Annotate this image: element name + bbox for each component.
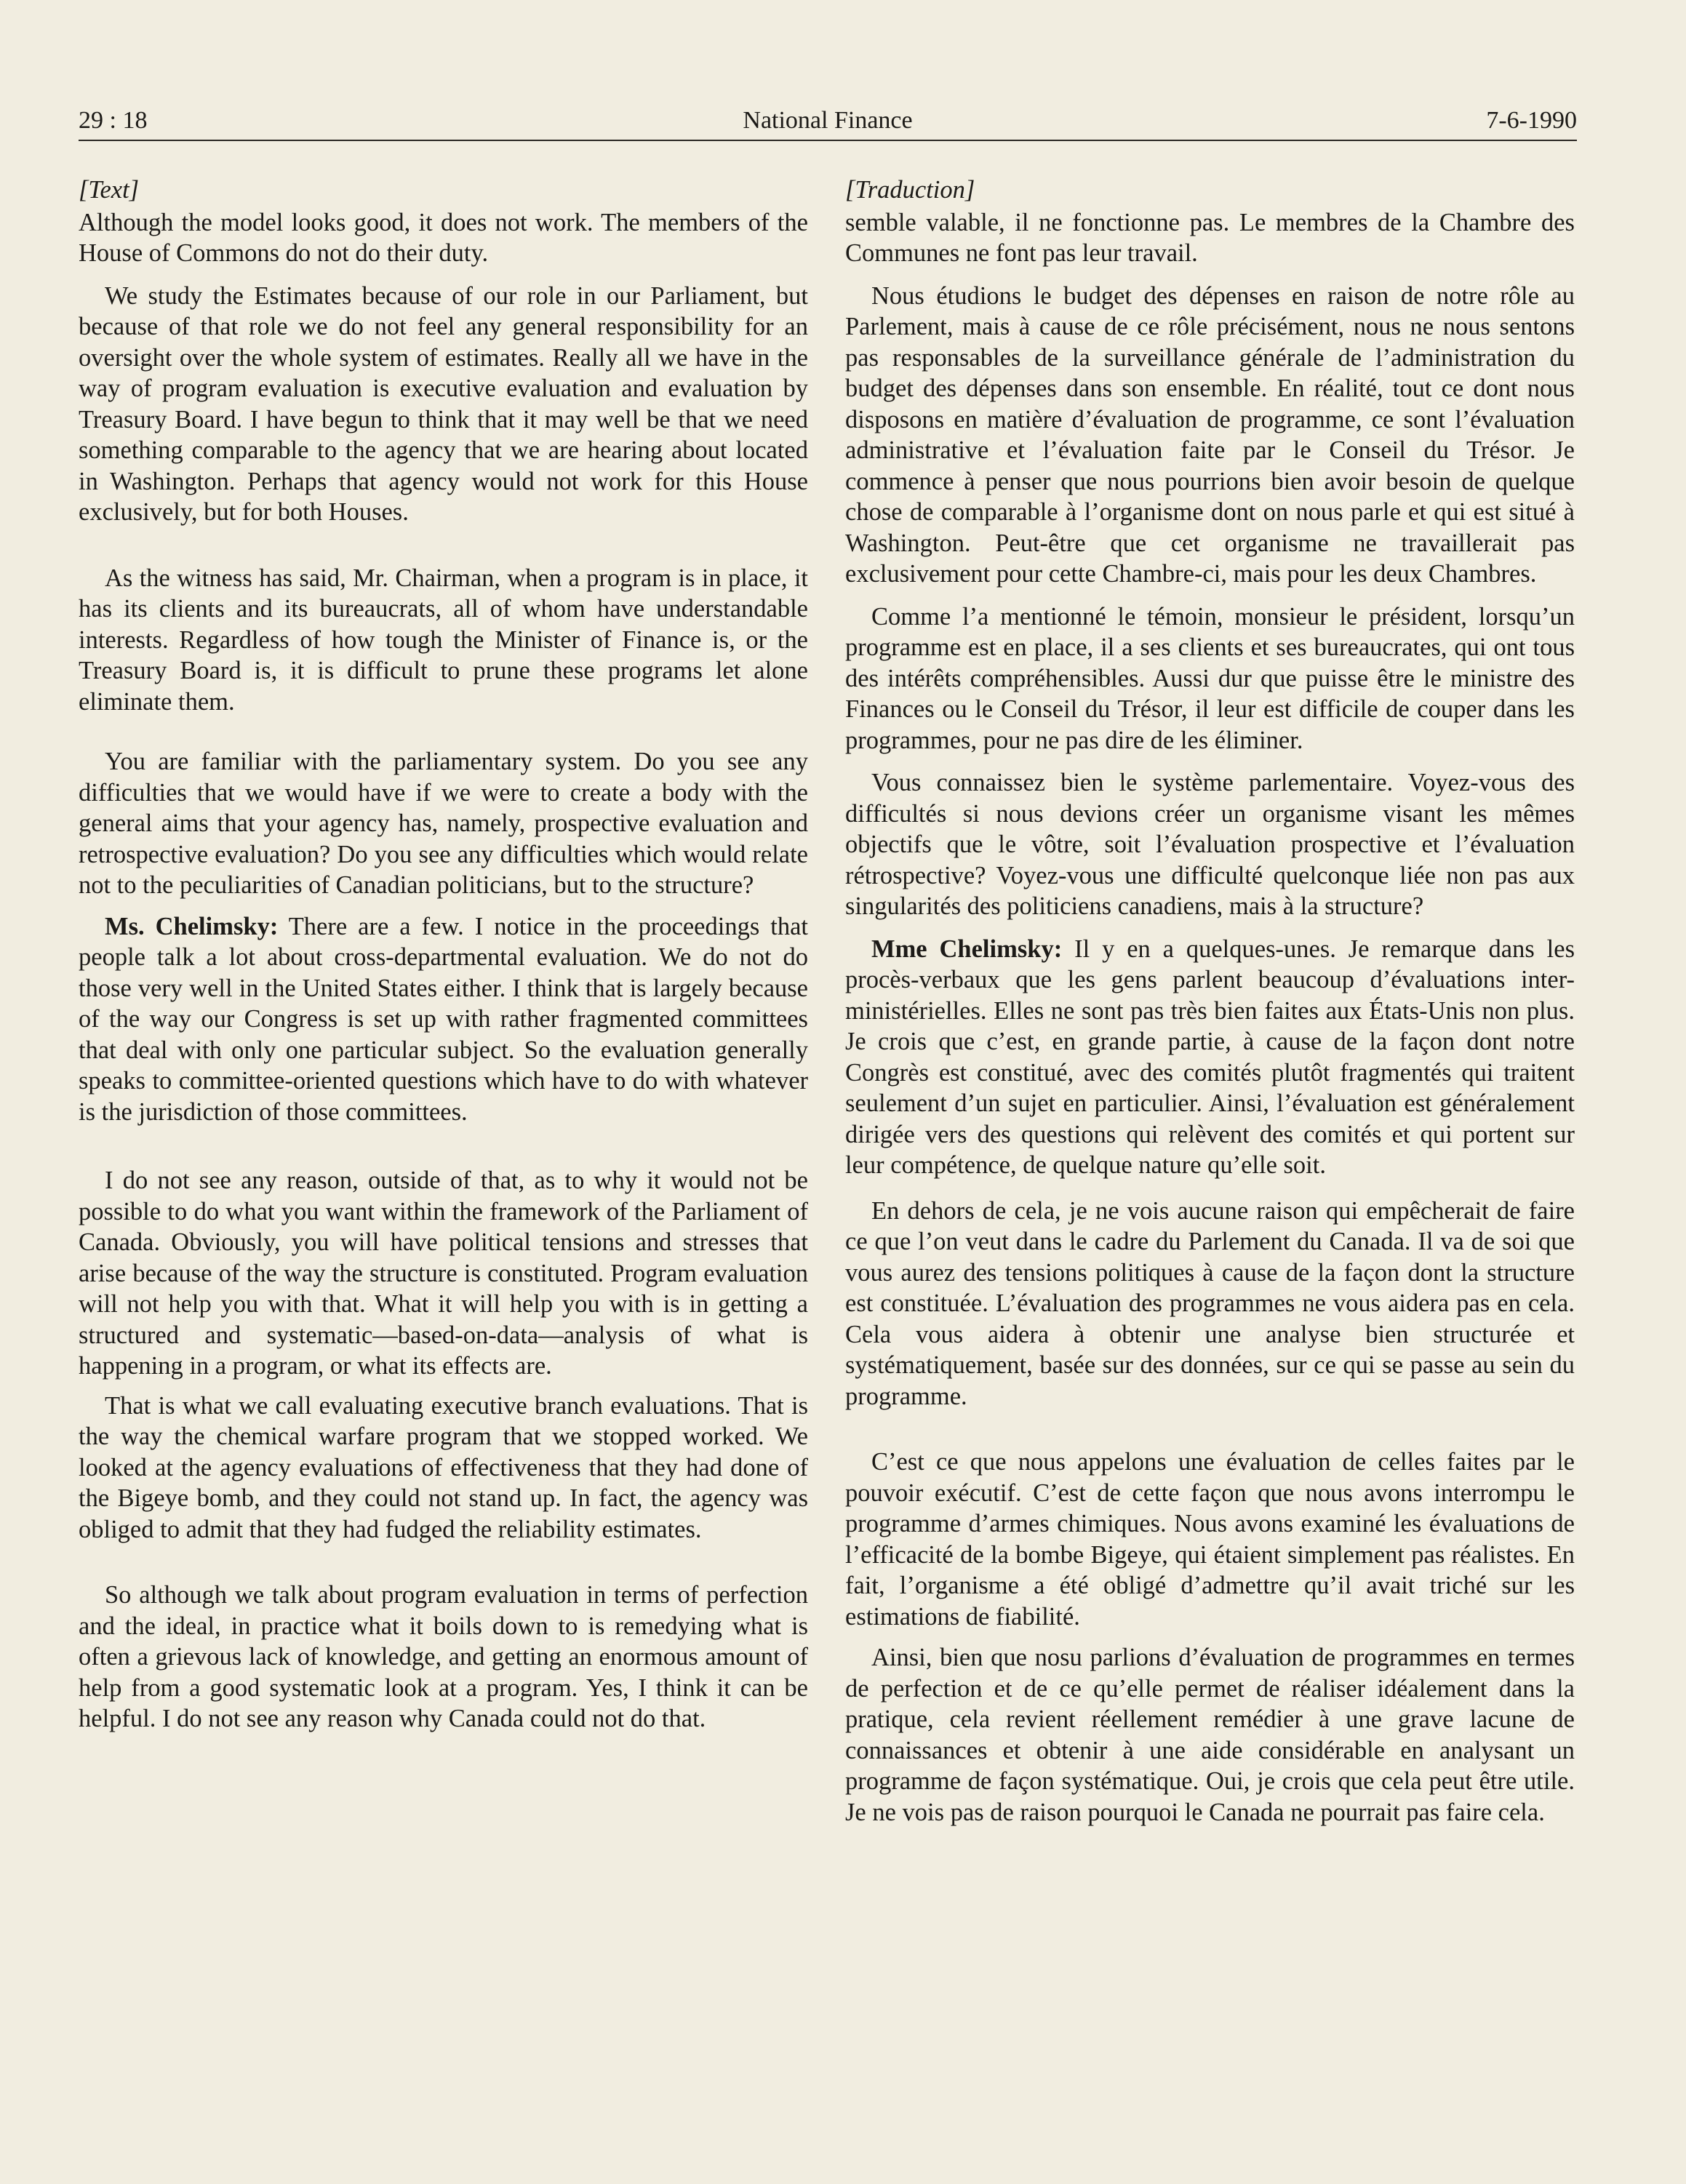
language-tag: [Traduction] bbox=[845, 176, 975, 204]
paragraph: I do not see any reason, outside of that, as to why it would not be possible to do what you want within the framework of the Parliament of Canada. Obviously, you will have political tensions and stresses that arise because of the way the structure is constituted. Program evaluation will not help you with that. What it will help you with is in getting a structured and systematic—based-on-data—analysis of what is happening in a program, or what its effects are. bbox=[79, 1167, 808, 1380]
header-rule bbox=[79, 140, 1577, 141]
paragraph: You are familiar with the parliamentary system. Do you see any difficulties that we would have if we were to create a body with the general aims that your agency has, namely, prospective evaluation and retrospective evaluation? Do you see any difficulties which would relate not to the peculiarities of Canadian politicians, but to the structure? bbox=[79, 748, 808, 899]
paragraph: Comme l’a mentionné le témoin, monsieur le président, lorsqu’un programme est en place, il a ses clients et ses bureaucrates, qui ont tous des intérêts compréhensibles. Aussi dur que puisse être le ministre des Finances ou le Conseil du Trésor, il leur est difficile de couper dans les programmes, pour ne pas dire de les éliminer. bbox=[845, 602, 1575, 754]
paragraph: As the witness has said, Mr. Chairman, when a program is in place, it has its clients and its bureaucrats, all of whom have understandable interests. Regardless of how tough the Minister of Finance is, or the Treasury Board is, it is difficult to prune these programs let alone eliminate them. bbox=[79, 564, 808, 716]
speaker-name: Mme Chelimsky: bbox=[871, 935, 1063, 963]
paragraph: En dehors de cela, je ne vois aucune raison qui empêcherait de faire ce que l’on veut dans le cadre du Parlement du Canada. Il va de soi que vous aurez des tensions politiques à cause de la façon dont la structure est constituée. L’évaluation des programmes ne vous aidera pas en cela. Cela vous aidera à obtenir une analyse bien structurée et systématiquement, basée sur des données, sur ce qui se passe au sein du programme. bbox=[845, 1196, 1575, 1410]
speaker-paragraph bbox=[79, 911, 808, 1128]
language-tag: [Text] bbox=[79, 176, 140, 204]
publication-title: National Finance bbox=[743, 107, 913, 134]
paragraph: So although we talk about program evaluation in terms of perfection and the ideal, in practice what it boils down to is remedying what is often a grievous lack of knowledge, and getting an enormous amount of help from a good systematic look at a program. Yes, I think it can be helpful. I do not see any reason why Canada could not do that. bbox=[79, 1581, 808, 1732]
paragraph: Although the model looks good, it does not work. The members of the House of Commons do not do their duty. bbox=[79, 208, 808, 267]
speaker-name: Ms. Chelimsky: bbox=[105, 912, 279, 940]
paragraph: Vous connaissez bien le système parlementaire. Voyez-vous des difficultés si nous devions créer un organisme visant les mêmes objectifs que le vôtre, soit l’évaluation prospective et l’évaluation rétrospective? Voyez-vous une difficulté quelconque liée non pas aux singularités des politiciens canadiens, mais à la structure? bbox=[845, 769, 1575, 920]
paragraph-text: There are a few. I notice in the proceedings that people talk a lot about cross-departmental evaluation. We do not do those very well in the United States either. I think that is largely because of the way our Congress is set up with rather fragmented committees that deal with only one particular subject. So the evaluation generally speaks to committee-oriented questions which have to do with whatever is the jurisdiction of those committees. bbox=[79, 912, 809, 1126]
paragraph: semble valable, il ne fonctionne pas. Le membres de la Chambre des Communes ne font pas leur travail. bbox=[845, 208, 1575, 267]
speaker-paragraph bbox=[845, 934, 1575, 1181]
paragraph: Nous étudions le budget des dépenses en raison de notre rôle au Parlement, mais à cause de ce rôle précisément, nous ne nous sentons pas responsables de la surveillance générale de l’administration du budget des dépenses dans son ensemble. En réalité, tout ce dont nous disposons en matière d’évaluation de programme, ce sont l’évaluation administrative et l’évaluation faite par le Conseil du Trésor. Je commence à penser que nous pourrions bien avoir besoin de quelque chose de comparable à l’organisme dont on nous parle et qui est situé à Washington. Peut-être que cet organisme ne travaillerait pas exclusivement pour cette Chambre-ci, mais pour les deux Chambres. bbox=[845, 281, 1575, 588]
running-header bbox=[79, 102, 1577, 140]
issue-date: 7-6-1990 bbox=[1486, 107, 1577, 134]
page-number: 29 : 18 bbox=[79, 107, 148, 134]
paragraph: Ainsi, bien que nosu parlions d’évaluation de programmes en termes de perfection et de ce qu’elle permet de réaliser idéalement dans la pratique, cela revient réellement remédier à une grave lacune de connaissances et obtenir à une aide considérable en analysant un programme de façon systématique. Oui, je crois que cela peut être utile. Je ne vois pas de raison pourquoi le Canada ne pourrait pas faire cela. bbox=[845, 1644, 1575, 1826]
english-column bbox=[79, 175, 808, 1735]
paragraph: C’est ce que nous appelons une évaluation de celles faites par le pouvoir exécutif. C’est de cette façon que nous avons interrompu le programme d’armes chimiques. Nous avons examiné les évaluations de l’efficacité de la bombe Bigeye, qui étaient simplement pas réalistes. En fait, l’organisme a été obligé d’admettre qu’il avait triché sur les estimations de fiabilité. bbox=[845, 1448, 1575, 1631]
paragraph: We study the Estimates because of our role in our Parliament, but because of that role we do not feel any general responsibility for an oversight over the whole system of estimates. Really all we have in the way of program evaluation is executive evaluation and evaluation by Treasury Board. I have begun to think that it may well be that we need something comparable to the agency that we are hearing about located in Washington. Perhaps that agency would not work for this House exclusively, but for both Houses. bbox=[79, 281, 808, 526]
paragraph: That is what we call evaluating executive branch evaluations. That is the way the chemical warfare program that we stopped worked. We looked at the agency evaluations of effectiveness that they had done of the Bigeye bomb, and they could not stand up. In fact, the agency was obliged to admit that they had fudged the reliability estimates. bbox=[79, 1391, 808, 1543]
french-column bbox=[845, 175, 1575, 1828]
paragraph-text: Il y en a quelques-unes. Je remarque dans les procès-verbaux que les gens parlent beaucoup d’évaluations inter-ministérielles. Elles ne sont pas très bien faites aux États-Unis non plus. Je crois que c’est, en grande partie, à cause de la façon dont notre Congrès est constitué, avec des comités plutôt fragmentés qui traitent seulement d’un sujet en particulier. Ainsi, l’évaluation est généralement dirigée vers des questions qui relèvent des comités et qui portent sur leur compétence, de quelque nature qu’elle soit. bbox=[845, 935, 1575, 1179]
